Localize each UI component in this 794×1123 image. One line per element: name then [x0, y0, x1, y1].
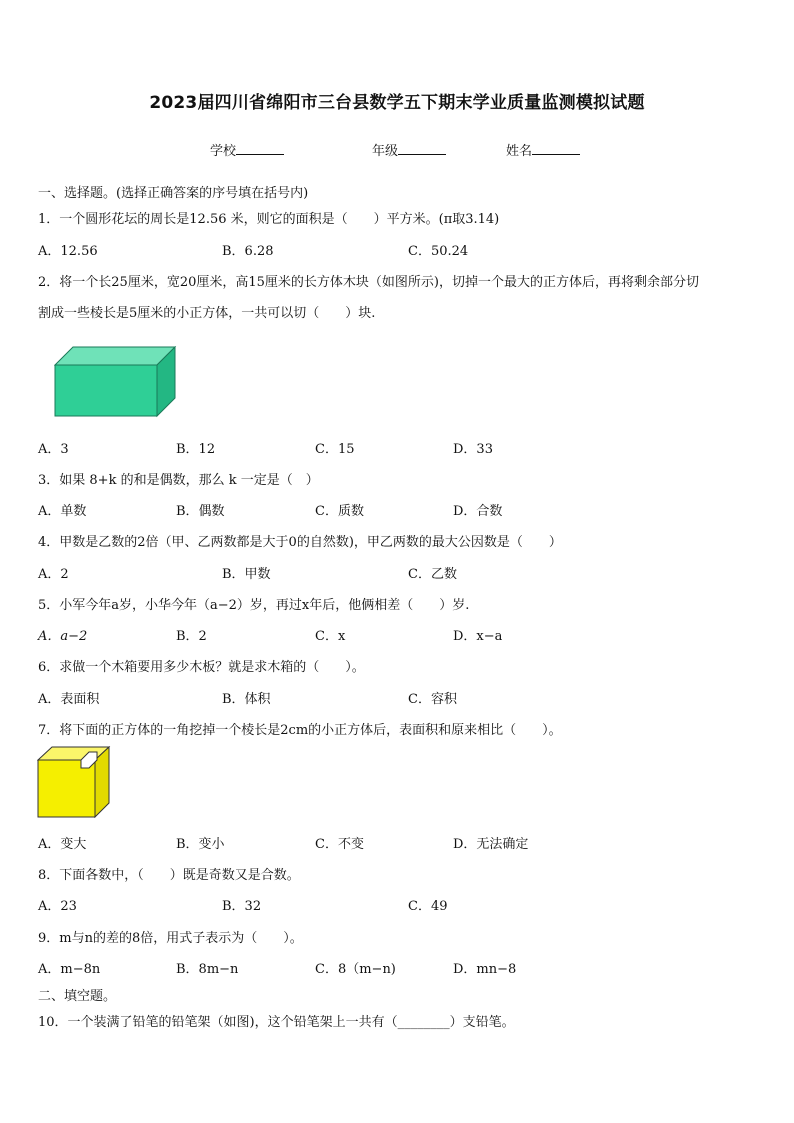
q9-option-a[interactable]: A．m−8n	[38, 962, 101, 977]
question-4: 4．甲数是乙数的2倍（甲、乙两数都是大于0的自然数)，甲乙两数的最大公因数是（ ）	[38, 535, 562, 550]
q4-option-b[interactable]: B．甲数	[222, 567, 271, 582]
cube-figure	[37, 746, 111, 818]
grade-label: 年级	[372, 144, 399, 159]
school-field[interactable]	[210, 140, 284, 159]
grade-blank[interactable]	[398, 142, 446, 155]
q6-option-c[interactable]: C．容积	[408, 692, 457, 707]
q3-option-b[interactable]: B．偶数	[176, 504, 225, 519]
q2-option-a[interactable]: A．3	[38, 442, 69, 457]
question-1: 1．一个圆形花坛的周长是12.56 米，则它的面积是（ ）平方米。(π取3.14)	[38, 212, 500, 227]
section-2-heading: 二、填空题。	[38, 989, 117, 1004]
cuboid-figure	[54, 346, 178, 418]
q3-option-d[interactable]: D．合数	[453, 504, 503, 519]
q2-option-c[interactable]: C．15	[315, 442, 355, 457]
q8-option-c[interactable]: C．49	[408, 899, 448, 914]
q5-option-d[interactable]: D．x−a	[453, 629, 503, 644]
q4-option-c[interactable]: C．乙数	[408, 567, 457, 582]
q1-option-b[interactable]: B．6.28	[222, 244, 274, 259]
q3-option-c[interactable]: C．质数	[315, 504, 364, 519]
question-8: 8．下面各数中，（ ）既是奇数又是合数。	[38, 868, 300, 883]
school-blank[interactable]	[236, 142, 284, 155]
name-label: 姓名	[506, 144, 533, 159]
q4-option-a[interactable]: A．2	[38, 567, 69, 582]
q6-option-b[interactable]: B．体积	[222, 692, 271, 707]
question-2-continued: 割成一些棱长是5厘米的小正方体，一共可以切（ ）块.	[38, 306, 376, 321]
q8-option-a[interactable]: A．23	[38, 899, 77, 914]
q5-option-a[interactable]: A．a−2	[38, 629, 88, 644]
page-title: 2023届四川省绵阳市三台县数学五下期末学业质量监测模拟试题	[149, 93, 645, 113]
school-label: 学校	[210, 144, 237, 159]
q7-option-a[interactable]: A．变大	[38, 837, 87, 852]
q2-option-d[interactable]: D．33	[453, 442, 493, 457]
q1-option-c[interactable]: C．50.24	[408, 244, 469, 259]
q9-option-b[interactable]: B．8m−n	[176, 962, 239, 977]
q5-option-b[interactable]: B．2	[176, 629, 207, 644]
cuboid-top-face	[55, 347, 175, 365]
q1-option-a[interactable]: A．12.56	[38, 244, 98, 259]
q9-option-c[interactable]: C．8（m−n)	[315, 962, 396, 977]
q7-option-c[interactable]: C．不变	[315, 837, 364, 852]
q6-option-a[interactable]: A．表面积	[38, 692, 100, 707]
cube-front-face	[38, 760, 95, 817]
q7-option-b[interactable]: B．变小	[176, 837, 225, 852]
q8-option-b[interactable]: B．32	[222, 899, 262, 914]
q3-option-a[interactable]: A．单数	[38, 504, 87, 519]
grade-field[interactable]	[372, 140, 446, 159]
question-7: 7．将下面的正方体的一角挖掉一个棱长是2cm的小正方体后，表面积和原来相比（ ）。	[38, 723, 562, 738]
question-10: 10．一个装满了铅笔的铅笔架（如图)，这个铅笔架上一共有（________）支铅笔。	[38, 1015, 515, 1030]
name-blank[interactable]	[532, 142, 580, 155]
question-9: 9．m与n的差的8倍，用式子表示为（ ）。	[38, 931, 303, 946]
question-6: 6．求做一个木箱要用多少木板？就是求木箱的（ ）。	[38, 660, 365, 675]
q2-option-b[interactable]: B．12	[176, 442, 216, 457]
question-2: 2．将一个长25厘米，宽20厘米，高15厘米的长方体木块（如图所示)，切掉一个最大的正方体后，再将剩余部分切	[38, 275, 699, 290]
q7-option-d[interactable]: D．无法确定	[453, 837, 529, 852]
question-5: 5．小军今年a岁，小华今年（a−2）岁，再过x年后，他俩相差（ ）岁.	[38, 598, 470, 613]
q5-option-c[interactable]: C．x	[315, 629, 346, 644]
q9-option-d[interactable]: D．mn−8	[453, 962, 517, 977]
section-1-heading: 一、选择题。(选择正确答案的序号填在括号内)	[38, 186, 309, 201]
student-info-row	[0, 140, 794, 160]
name-field[interactable]	[506, 140, 580, 159]
question-3: 3．如果 8+k 的和是偶数，那么 k 一定是（ ）	[38, 473, 319, 488]
cuboid-front-face	[55, 365, 157, 416]
